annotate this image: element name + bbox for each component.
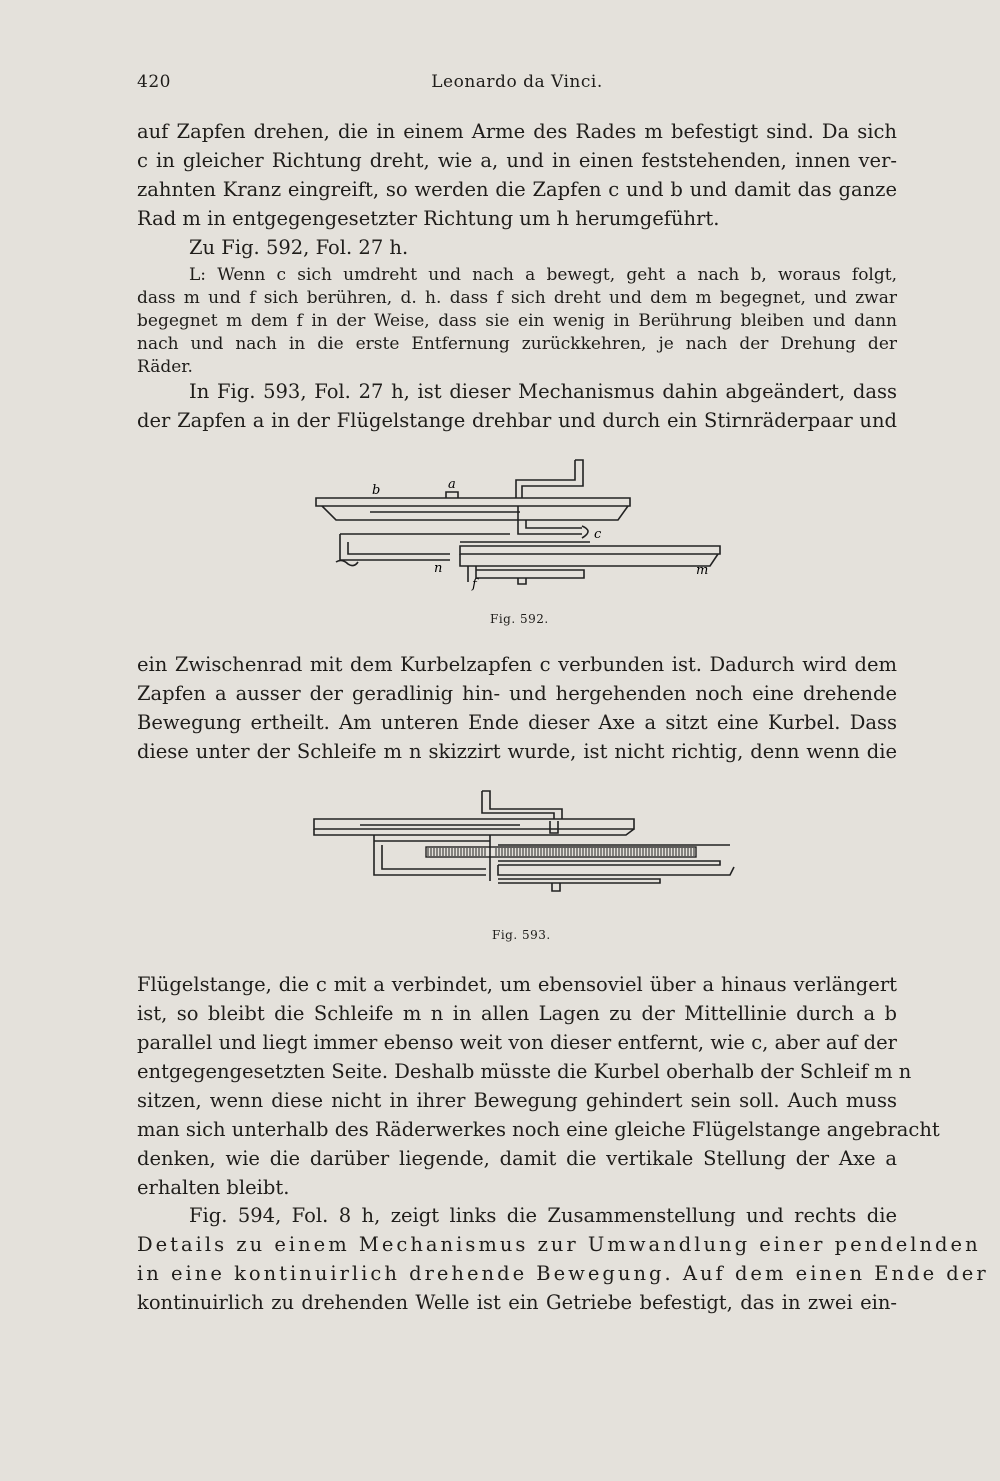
text-line: zahnten Kranz eingreift, so werden die Zapfen c und b und damit das ganze	[137, 178, 897, 201]
text-line: Fig. 594, Fol. 8 h, zeigt links die Zusammenstellung und rechts die	[189, 1204, 897, 1227]
figure-592-label-f: f	[472, 577, 477, 592]
text-line: Bewegung ertheilt. Am unteren Ende dieser Axe a sitzt eine Kurbel. Dass	[137, 711, 897, 734]
text-line: nach und nach in die erste Entfernung zurückkehren, je nach der Drehung der	[137, 334, 897, 354]
text-line: In Fig. 593, Fol. 27 h, ist dieser Mechanismus dahin abgeändert, dass	[189, 380, 897, 403]
text-line: c in gleicher Richtung dreht, wie a, und in einen feststehenden, innen ver-	[137, 149, 897, 172]
leonardo-quote	[137, 264, 897, 379]
text-line: Flügelstange, die c mit a verbindet, um ebensoviel über a hinaus verlängert	[137, 973, 897, 996]
figure-592-label-m: m	[696, 563, 709, 578]
text-line: Rad m in entgegengesetzter Richtung um h herumgeführt.	[137, 207, 720, 230]
text-line: denken, wie die darüber liegende, damit die vertikale Stellung der Axe a	[137, 1147, 897, 1170]
figure-593-caption: Fig. 593.	[492, 928, 551, 942]
figure-592-label-a: a	[448, 477, 456, 492]
text-line: sitzen, wenn diese nicht in ihrer Bewegung gehindert sein soll. Auch muss	[137, 1089, 897, 1112]
text-line: entgegengesetzten Seite. Deshalb müsste die Kurbel oberhalb der Schleif m n	[137, 1060, 912, 1083]
text-line: Details zu einem Mechanismus zur Umwandlung einer pendelnden	[137, 1233, 981, 1256]
figure-592-caption: Fig. 592.	[490, 612, 549, 626]
text-line: kontinuirlich zu drehenden Welle ist ein Getriebe befestigt, das in zwei ein-	[137, 1291, 897, 1314]
text-line: man sich unterhalb des Räderwerkes noch eine gleiche Flügelstange angebracht	[137, 1118, 940, 1141]
text-line: ist, so bleibt die Schleife m n in allen Lagen zu der Mittellinie durch a b	[137, 1002, 897, 1025]
text-line: dass m und f sich berühren, d. h. dass f sich dreht und dem m begegnet, und zwar	[137, 288, 897, 308]
text-line: Räder.	[137, 357, 193, 377]
text-line: L: Wenn c sich umdreht und nach a bewegt, geht a nach b, woraus folgt,	[189, 265, 897, 285]
paragraph-2	[137, 377, 897, 435]
figure-592-label-b: b	[372, 483, 381, 498]
text-line: in eine kontinuirlich drehende Bewegung. Auf dem einen Ende der	[137, 1262, 989, 1285]
figure-592-label-n: n	[434, 561, 443, 576]
text-line: begegnet m dem f in der Weise, dass sie ein wenig in Berührung bleiben und dann	[137, 311, 897, 331]
page-number: 420	[137, 72, 171, 92]
paragraph-5	[137, 1201, 989, 1317]
paragraph-3	[137, 650, 897, 766]
running-title: Leonardo da Vinci.	[431, 72, 603, 92]
paragraph-4	[137, 970, 940, 1202]
text-line: auf Zapfen drehen, die in einem Arme des Rades m befestigt sind. Da sich	[137, 120, 897, 143]
figure-592-drawing	[300, 450, 740, 600]
text-line: ein Zwischenrad mit dem Kurbelzapfen c verbunden ist. Dadurch wird dem	[137, 653, 897, 676]
figure-593-drawing	[300, 785, 750, 910]
text-line: Zapfen a ausser der geradlinig hin- und hergehenden noch eine drehende	[137, 682, 897, 705]
text-line: der Zapfen a in der Flügelstange drehbar und durch ein Stirnräderpaar und	[137, 409, 897, 432]
figure-592-label-c: c	[594, 527, 602, 542]
paragraph-1	[137, 117, 897, 233]
text-line: parallel und liegt immer ebenso weit von dieser entfernt, wie c, aber auf der	[137, 1031, 897, 1054]
text-line: diese unter der Schleife m n skizzirt wurde, ist nicht richtig, denn wenn die	[137, 740, 897, 763]
text-line: erhalten bleibt.	[137, 1176, 290, 1199]
figure-reference-592: Zu Fig. 592, Fol. 27 h.	[189, 236, 409, 259]
